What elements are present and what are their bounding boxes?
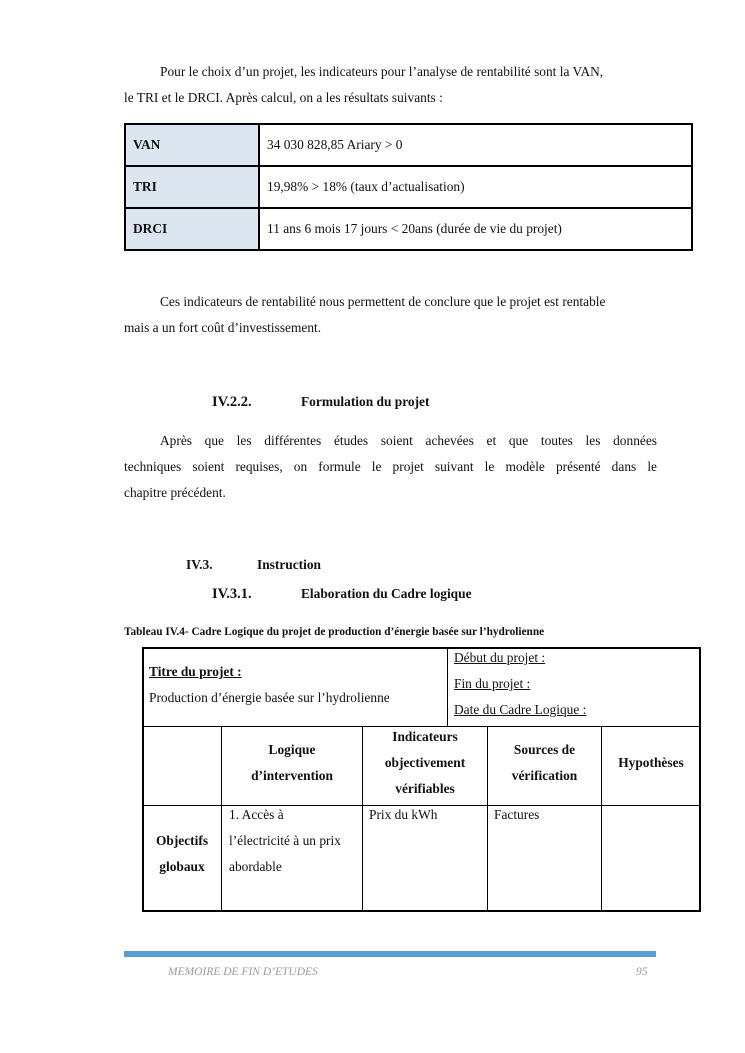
table-row [125, 124, 692, 166]
header-indicateurs-line-3: vérifiables [395, 781, 455, 796]
table-row [125, 166, 692, 208]
row-indicateur: Prix du kWh [369, 807, 438, 822]
indicator-value: 34 030 828,85 Ariary > 0 [259, 124, 692, 166]
conclusion-line-2: mais a un fort coût d’investissement. [124, 320, 322, 335]
section-title-iv31: Elaboration du Cadre logique [301, 586, 472, 601]
intro-line-1: Pour le choix d’un projet, les indicateurs pour l’analyse de rentabilité sont la VAN, [160, 64, 604, 79]
footer-title: MEMOIRE DE FIN D’ETUDES [168, 966, 318, 978]
row-label-line-1: Objectifs [155, 833, 209, 848]
project-title-value: Production d’énergie basée sur l’hydrolienne [149, 690, 390, 705]
indicator-value: 11 ans 6 mois 17 jours < 20ans (durée de vie du projet) [259, 208, 692, 250]
row-logique-line-3: abordable [229, 859, 282, 874]
formulation-line-3: chapitre précédent. [124, 485, 226, 500]
divider [447, 647, 448, 727]
indicator-key: TRI [125, 166, 259, 208]
indicator-key: DRCI [125, 208, 259, 250]
row-logique-line-2: l’électricité à un prix [229, 833, 341, 848]
indicators-table [124, 123, 693, 251]
row-label-objectifs [143, 828, 221, 880]
indicator-value: 19,98% > 18% (taux d’actualisation) [259, 166, 692, 208]
project-dates-cell [454, 645, 586, 723]
project-title-label: Titre du projet : [149, 664, 242, 679]
header-sources-line-2: vérification [511, 768, 578, 783]
indicator-key: VAN [125, 124, 259, 166]
header-sources [488, 737, 601, 789]
table-row [125, 208, 692, 250]
header-indicateurs [363, 724, 487, 802]
footer-rule [124, 951, 656, 957]
header-hypotheses [602, 750, 700, 776]
intro-line-2: le TRI et le DRCI. Après calcul, on a les résultats suivants : [124, 90, 443, 105]
formulation-paragraph [124, 428, 657, 506]
header-sources-line-1: Sources de [513, 742, 576, 757]
section-number-iv31: IV.3.1. [212, 586, 252, 602]
header-indicateurs-line-2: objectivement [384, 755, 466, 770]
header-indicateurs-line-1: Indicateurs [392, 729, 458, 744]
header-hypotheses-text: Hypothèses [618, 755, 684, 770]
section-title-iv3: Instruction [257, 557, 321, 572]
row-source: Factures [494, 807, 540, 822]
intro-paragraph [124, 59, 657, 111]
conclusion-paragraph [124, 289, 657, 341]
header-logique-line-2: d’intervention [251, 768, 333, 783]
section-number-iv22: IV.2.2. [212, 394, 252, 410]
row-logique [229, 802, 341, 880]
conclusion-line-1: Ces indicateurs de rentabilité nous permettent de conclure que le projet est rentable [160, 294, 606, 309]
table-caption: Tableau IV.4- Cadre Logique du projet de production d’énergie basée sur l’hydrolienne [124, 626, 545, 638]
header-logique-line-1: Logique [268, 742, 316, 757]
header-logique [222, 737, 362, 789]
formulation-line-2: techniques soient requises, on formule le projet suivant le modèle présenté dans le [124, 459, 657, 474]
section-number-iv3: IV.3. [186, 557, 213, 572]
project-title-cell [149, 659, 390, 711]
page-number: 95 [636, 966, 648, 978]
logframe-date-label: Date du Cadre Logique : [454, 702, 587, 717]
formulation-line-1: Après que les différentes études soient achevées et que toutes les données [160, 433, 657, 448]
row-logique-line-1: 1. Accès à [229, 807, 284, 822]
project-end-label: Fin du projet : [454, 676, 531, 691]
section-title-iv22: Formulation du projet [301, 394, 430, 409]
row-label-line-2: globaux [159, 859, 205, 874]
project-start-label: Début du projet : [454, 650, 546, 665]
